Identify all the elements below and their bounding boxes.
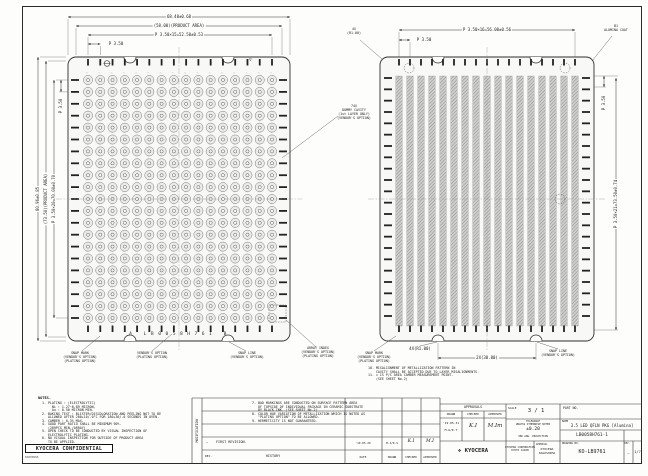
dim-pitch-height: P 3.50×20=70.00±0.70 bbox=[51, 174, 56, 224]
site-label: APPROVAL bbox=[536, 442, 548, 446]
callout-dummy-cavity: 74X DUMMY CAVITY (1st LAYER ONLY) (VENDOR'S OPTION) bbox=[337, 104, 371, 120]
dim-overall-width: 68.48±0.68 bbox=[166, 14, 192, 19]
kyocera-logo bbox=[458, 448, 488, 454]
confidential-stamp: KYOCERA CONFIDENTIAL bbox=[25, 444, 113, 453]
revision-date: '19.05.29 bbox=[355, 441, 371, 445]
panel-edge-marking: A LB0058H761 B bbox=[129, 332, 231, 337]
checked-signature: K.I bbox=[468, 423, 478, 429]
history-label: HISTORY bbox=[265, 454, 281, 458]
revision-checked: K.I bbox=[407, 439, 415, 444]
header-approved: APPROVED bbox=[423, 455, 437, 459]
dim-pitch-bottom: P 3.50 bbox=[416, 37, 432, 42]
site-name: KYOCERA KAGOSHIMA bbox=[538, 447, 556, 455]
dim-overall-height: 80.96±0.85 bbox=[35, 186, 40, 212]
approvals-col-checked: CHECKED bbox=[467, 412, 479, 416]
header-checked: CHECKED bbox=[405, 455, 417, 459]
rec-label: REC. bbox=[205, 454, 213, 458]
notes-column-3: 10. MISALIGNMENT OF METALLIZATION PATTERN IN CAVITY SHALL BE ACCEPTED DUE TO LAYER MISALIGNMENTS. 11. ✕ IS P/C AREA CAMBER MEASUREMENT POINT. (SEE SHEET No.2) bbox=[368, 366, 480, 381]
tolerance-label: TOLERANCE UNLESS OTHERWISE NOTED bbox=[515, 420, 551, 426]
notes-column-2: 7. BAD MARKINGS ARE CONDUCTED ON SURFACE PATTERN AREA OF TOPSIDE OF INDIVIDUAL PACKAGE IN CERAMIC SUBSTRATE BY BLACK INK. (SEE SHEET No.2) 8. COLOR HUE VARIATION OF METALLIZATION WHICH IS NOTED AS "PLATING OPTION" TO BE ALLOWED. 9. HERMETICITY IS NOT GUARANTEED. bbox=[252, 401, 366, 423]
drawn-by: M.U/K.T bbox=[444, 428, 458, 432]
revision-approved: M.I bbox=[426, 439, 434, 444]
part-no-label: PART NO. bbox=[563, 406, 579, 410]
corner-radius-note: 4X (R1.00) bbox=[347, 27, 361, 35]
kyocera-logo-text: KYOCERA bbox=[464, 448, 489, 454]
callout-snap-mark-bottom: SNAP MARK (VENDOR'S OPTION) (PLATING OPTION) bbox=[357, 351, 391, 363]
callout-snap-mark: SNAP MARK (VENDOR'S OPTION) (PLATING OPTION) bbox=[63, 351, 97, 363]
scale-value: 3 ∕ 1 bbox=[527, 408, 545, 414]
revision-text: FIRST REVISION. bbox=[216, 440, 247, 444]
dim-pitch-height-bottom: P 3.50×21=73.50±0.74 bbox=[613, 179, 618, 229]
revision-drawn: M.I/K.S bbox=[386, 441, 398, 445]
dim-pitch-width-bottom: P 3.50×16=56.00±0.56 bbox=[462, 27, 512, 32]
kyocera-logo-mark: ❖ bbox=[457, 448, 462, 454]
corporation-text: KYOCERA CORPORATION KYOTO JAPAN bbox=[505, 446, 535, 453]
name-label: NAME bbox=[562, 420, 569, 423]
callout-snap-line-bottom: SNAP LINE (VENDOR'S OPTION) bbox=[541, 349, 575, 357]
rev-label: REV. bbox=[624, 442, 630, 445]
part-name: 3.5 LED QFLN PKG [Alumina] bbox=[570, 422, 634, 428]
tolerance-value: ±0.20 bbox=[526, 427, 540, 432]
approvals-col-approved: APPROVED bbox=[488, 412, 502, 416]
rev-value: — bbox=[627, 451, 630, 455]
notes-column-1: 1. PLATING : (ELECTROLYTIC) Ni : 1.27~8.89 MICRON, Au : 0.50 MICRON MIN. 2. BAKING TEST : BLISTER/DISCOLORATION AND PEELING NOT TO BE ALLOWED AFTER 200+10/-0°C FOR 180+30/-0 SECONDS IN OVEN. 3. CAMBER : 0.3% MAX. 4. GOOD PART RATIO SHALL BE MINIMUM 90%. (289PCS MIN./ARRAY) 5. OPEN CHECK TO BE CONDUCTED BY VISUAL INSPECTION OF ELECTROLYTIC PLATING. 6. NO VISUAL INSPECTION FOR OUTSIDE OF PRODUCT AREA TO BE APPLIED. bbox=[42, 401, 162, 444]
scale-label: SCALE bbox=[508, 406, 517, 410]
projection-note: 3RD ANG. PROJECTION bbox=[518, 434, 548, 438]
approvals-header: APPROVALS bbox=[463, 405, 483, 409]
part-number: LB0058H761-1 bbox=[576, 432, 608, 438]
drawing-number: KO-LB9761 bbox=[578, 449, 606, 455]
approvals-col-drawn: DRAWN bbox=[446, 412, 456, 416]
notes-title: NOTES. bbox=[38, 396, 51, 400]
dim-pitch-width: P 3.50×15=52.50±0.53 bbox=[154, 32, 204, 37]
dim-notch-span: 2X(30.00) bbox=[476, 355, 498, 360]
drawing-no-label: DRAWING NO. bbox=[562, 442, 580, 445]
doc-control-number: KX000996 bbox=[25, 455, 39, 459]
alumina-coat-note: B1 ALUMINA COAT bbox=[604, 24, 628, 32]
header-date: DATE bbox=[359, 455, 367, 459]
callout-vendors-option: VENDOR'S OPTION (PLATING OPTION) bbox=[136, 351, 168, 359]
dim-product-height: (73.50)(PRODUCT AREA) bbox=[43, 173, 48, 225]
dim-pitch-v-bottom: P 3.50 bbox=[601, 95, 606, 111]
revision-mark: — bbox=[206, 440, 209, 444]
orientation-mark: ▽ bbox=[249, 58, 252, 63]
dim-pitch-vertical: P 3.50 bbox=[58, 98, 63, 114]
approved-signature: M.Im bbox=[487, 423, 503, 429]
dim-product-width: (58.00)(PRODUCT AREA) bbox=[153, 23, 205, 28]
dim-pitch: P 3.50 bbox=[108, 41, 124, 46]
sheet-number: 1/7 bbox=[634, 450, 641, 454]
callout-array-index: ARRAY INDEX (VENDOR'S OPTION) (PLATING OPTION) bbox=[301, 346, 335, 358]
callout-snap-line: SNAP LINE (VENDOR'S OPTION) bbox=[230, 351, 264, 359]
drawn-date: '19.05.31 bbox=[442, 421, 460, 425]
header-drawn: DRAWN bbox=[387, 455, 397, 459]
modification-label: MODIFICATION bbox=[195, 419, 199, 443]
notch-radius-note: 4X(R1.00) bbox=[409, 346, 431, 351]
